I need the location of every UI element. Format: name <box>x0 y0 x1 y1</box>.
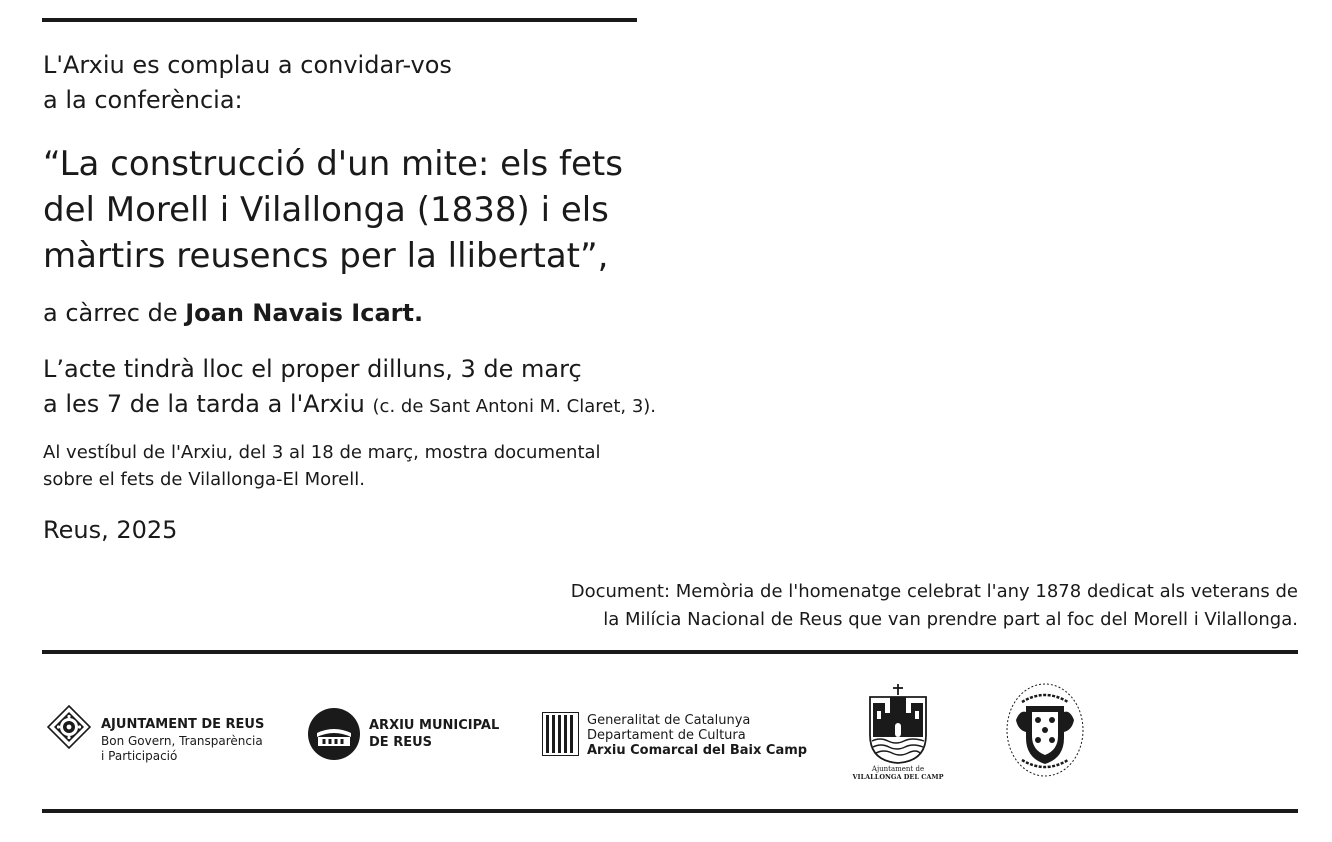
top-divider <box>42 18 637 22</box>
speaker-name: Joan Navais Icart. <box>185 299 424 327</box>
museum-shield-seal-icon <box>1002 680 1088 780</box>
event-address: (c. de Sant Antoni M. Claret, 3). <box>372 396 657 417</box>
ajuntament-reus-logo <box>45 701 275 761</box>
ajuntament-reus-dept: Bon Govern, Transparència <box>101 734 263 748</box>
arxiu-municipal-name-2: DE REUS <box>369 735 433 750</box>
document-credit: Document: Memòria de l'homenatge celebrat l'any 1878 dedicat als veterans de la Milícia Nacional de Reus que van prendre part al foc del Morell i Vilallonga. <box>570 581 1298 630</box>
vilallonga-logo <box>848 683 948 783</box>
rose-diamond-icon <box>47 705 91 749</box>
arxiu-municipal-logo <box>308 708 508 762</box>
castle-coat-of-arms-icon <box>848 683 948 765</box>
archive-shelves-icon <box>308 708 360 760</box>
bottom-divider <box>42 809 1298 813</box>
middle-divider <box>42 650 1298 654</box>
speaker-line: a càrrec de Joan Navais Icart. <box>43 299 424 327</box>
arxiu-comarcal-name: Arxiu Comarcal del Baix Camp <box>587 743 808 758</box>
generalitat-dept: Departament de Cultura <box>587 728 746 743</box>
vilallonga-name: VILALLONGA DEL CAMP <box>852 773 944 781</box>
ajuntament-reus-name: AJUNTAMENT DE REUS <box>101 717 265 732</box>
generalitat-logo <box>542 710 812 758</box>
intro-text: L'Arxiu es complau a convidar-vos a la conferència: <box>43 51 452 114</box>
generalitat-name: Generalitat de Catalunya <box>587 713 751 728</box>
museu-arxiu-logo <box>1002 680 1088 780</box>
event-datetime: L’acte tindrà lloc el proper dilluns, 3 de març a les 7 de la tarda a l'Arxiu (c. de Sant Antoni M. Claret, 3). <box>43 355 657 418</box>
place-date: Reus, 2025 <box>43 516 178 544</box>
arxiu-municipal-name: ARXIU MUNICIPAL <box>369 718 500 733</box>
senyera-icon <box>542 712 579 756</box>
exhibition-note: Al vestíbul de l'Arxiu, del 3 al 18 de març, mostra documental sobre el fets de Vilallonga-El Morell. <box>43 442 601 490</box>
vilallonga-caption: Ajuntament de <box>871 765 925 773</box>
conference-title: “La construcció d'un mite: els fets del Morell i Vilallonga (1838) i els màrtirs reusencs per la llibertat”, <box>43 144 623 276</box>
ajuntament-reus-dept-2: i Participació <box>101 749 178 763</box>
